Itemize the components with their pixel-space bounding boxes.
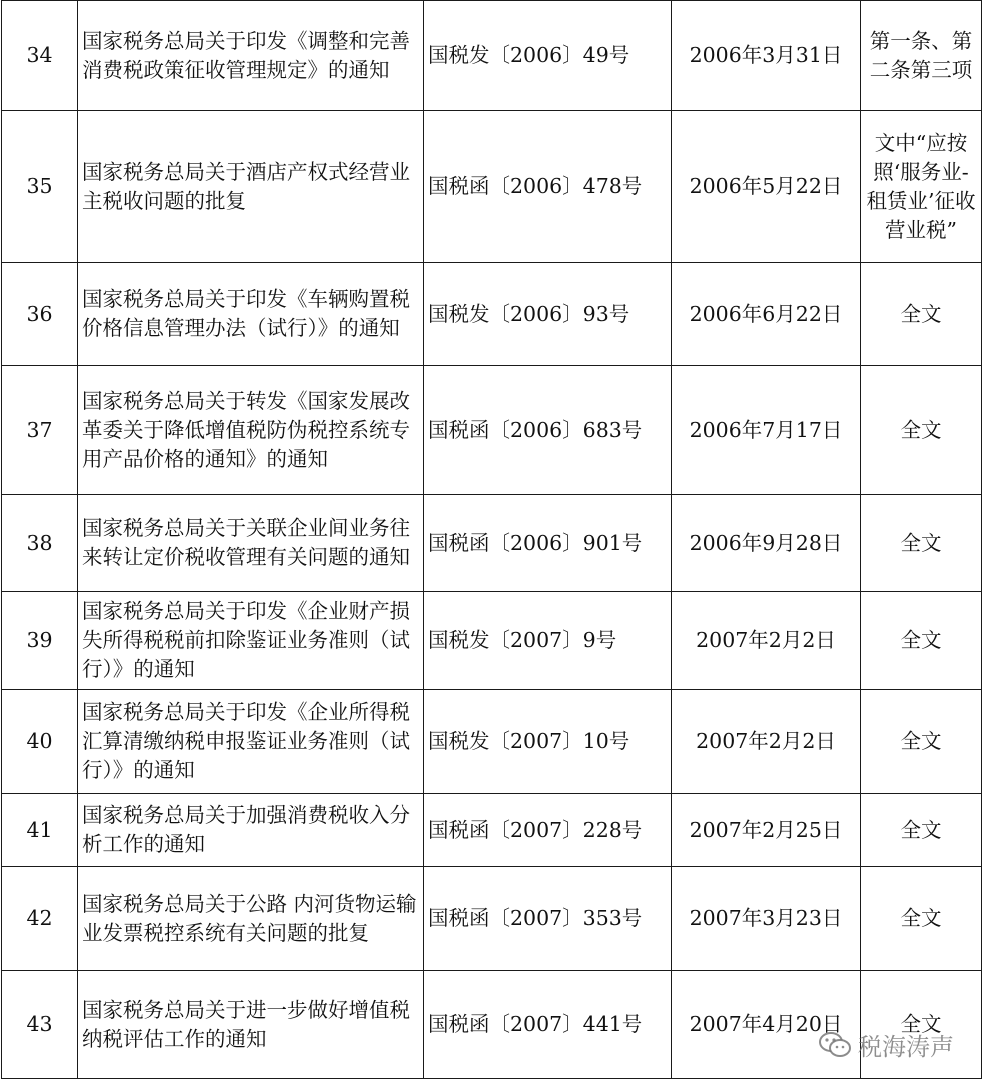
table-row xyxy=(2,1,982,111)
issue-date: 2006年9月28日 xyxy=(672,495,861,592)
document-number: 国税函〔2007〕441号 xyxy=(424,971,672,1079)
issue-date: 2007年2月25日 xyxy=(672,794,861,867)
table-row xyxy=(2,111,982,263)
row-number: 42 xyxy=(2,867,78,971)
issue-date: 2007年2月2日 xyxy=(672,592,861,690)
document-title: 国家税务总局关于印发《车辆购置税价格信息管理办法（试行）》的通知 xyxy=(78,263,424,366)
row-number: 35 xyxy=(2,111,78,263)
repeal-scope: 第一条、第二条第三项 xyxy=(861,1,982,111)
repeal-scope: 全文 xyxy=(861,690,982,794)
document-number: 国税函〔2006〕683号 xyxy=(424,366,672,495)
issue-date: 2007年4月20日 xyxy=(672,971,861,1079)
issue-date: 2006年3月31日 xyxy=(672,1,861,111)
document-title: 国家税务总局关于公路 内河货物运输业发票税控系统有关问题的批复 xyxy=(78,867,424,971)
table-row xyxy=(2,366,982,495)
table-row xyxy=(2,794,982,867)
row-number: 36 xyxy=(2,263,78,366)
document-title: 国家税务总局关于转发《国家发展改革委关于降低增值税防伪税控系统专用产品价格的通知》的通知 xyxy=(78,366,424,495)
document-number: 国税发〔2007〕10号 xyxy=(424,690,672,794)
watermark-text: 税海涛声 xyxy=(858,1033,954,1061)
document-title: 国家税务总局关于印发《调整和完善消费税政策征收管理规定》的通知 xyxy=(78,1,424,111)
issue-date: 2006年6月22日 xyxy=(672,263,861,366)
issue-date: 2006年5月22日 xyxy=(672,111,861,263)
row-number: 38 xyxy=(2,495,78,592)
row-number: 37 xyxy=(2,366,78,495)
table-row xyxy=(2,495,982,592)
issue-date: 2007年2月2日 xyxy=(672,690,861,794)
document-number: 国税函〔2007〕353号 xyxy=(424,867,672,971)
repeal-scope: 全文 xyxy=(861,867,982,971)
document-title: 国家税务总局关于印发《企业财产损失所得税税前扣除鉴证业务准则（试行）》的通知 xyxy=(78,592,424,690)
document-number: 国税函〔2006〕901号 xyxy=(424,495,672,592)
row-number: 43 xyxy=(2,971,78,1079)
table-row xyxy=(2,867,982,971)
repeal-scope: 全文 xyxy=(861,592,982,690)
document-number: 国税发〔2006〕93号 xyxy=(424,263,672,366)
repeal-scope: 文中“应按照‘服务业-租赁业’征收营业税” xyxy=(861,111,982,263)
row-number: 40 xyxy=(2,690,78,794)
document-number: 国税发〔2007〕9号 xyxy=(424,592,672,690)
repeal-scope: 全文 xyxy=(861,971,982,1079)
table-row xyxy=(2,592,982,690)
repeal-scope: 全文 xyxy=(861,263,982,366)
table-row xyxy=(2,263,982,366)
repeal-scope: 全文 xyxy=(861,794,982,867)
repeal-scope: 全文 xyxy=(861,495,982,592)
regulation-table xyxy=(1,0,982,1079)
document-title: 国家税务总局关于加强消费税收入分析工作的通知 xyxy=(78,794,424,867)
document-title: 国家税务总局关于印发《企业所得税汇算清缴纳税申报鉴证业务准则（试行）》的通知 xyxy=(78,690,424,794)
row-number: 34 xyxy=(2,1,78,111)
document-title: 国家税务总局关于酒店产权式经营业主税收问题的批复 xyxy=(78,111,424,263)
table-row xyxy=(2,690,982,794)
document-number: 国税函〔2007〕228号 xyxy=(424,794,672,867)
repeal-scope: 全文 xyxy=(861,366,982,495)
document-number: 国税函〔2006〕478号 xyxy=(424,111,672,263)
document-number: 国税发〔2006〕49号 xyxy=(424,1,672,111)
issue-date: 2006年7月17日 xyxy=(672,366,861,495)
table-body xyxy=(2,1,982,1079)
table-row xyxy=(2,971,982,1079)
document-title: 国家税务总局关于进一步做好增值税纳税评估工作的通知 xyxy=(78,971,424,1079)
row-number: 39 xyxy=(2,592,78,690)
row-number: 41 xyxy=(2,794,78,867)
issue-date: 2007年3月23日 xyxy=(672,867,861,971)
document-title: 国家税务总局关于关联企业间业务往来转让定价税收管理有关问题的通知 xyxy=(78,495,424,592)
